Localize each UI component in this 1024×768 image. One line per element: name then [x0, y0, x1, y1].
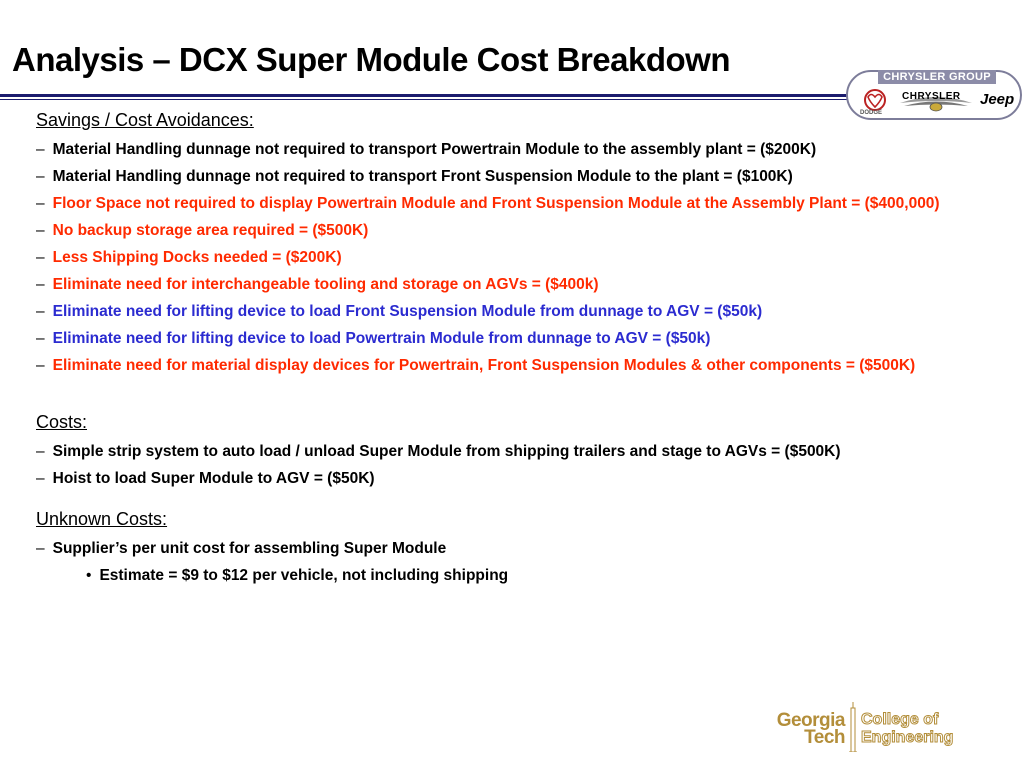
- dash-marker: –: [36, 540, 45, 557]
- title-divider-thin: [0, 99, 850, 100]
- list-item-text: Eliminate need for lifting device to load Front Suspension Module from dunnage to AGV = ($50k): [52, 303, 763, 320]
- dash-marker: –: [36, 141, 45, 158]
- list-item-text: Material Handling dunnage not required to transport Front Suspension Module to the plant = ($100K): [52, 168, 793, 185]
- dash-marker: –: [36, 443, 45, 460]
- savings-list: [36, 139, 1006, 376]
- logo-tech: Tech: [804, 727, 845, 748]
- dash-marker: –: [36, 249, 45, 266]
- jeep-label: Jeep: [980, 91, 1015, 108]
- list-item-text: No backup storage area required = ($500K): [52, 222, 369, 239]
- list-item: [36, 301, 1006, 322]
- list-item-text: Eliminate need for material display devices for Powertrain, Front Suspension Modules & other components = ($500K): [52, 357, 916, 374]
- slide-body: [36, 108, 1006, 592]
- list-item: [36, 328, 1006, 349]
- list-item-text: Eliminate need for lifting device to load Powertrain Module from dunnage to AGV = ($50k): [52, 330, 711, 347]
- bullet-marker: •: [86, 567, 92, 584]
- list-item-text: Simple strip system to auto load / unload Super Module from shipping trailers and stage to AGVs = ($500K): [52, 443, 841, 460]
- list-item: [36, 538, 1006, 559]
- list-item: [36, 220, 1006, 241]
- list-item-text: Hoist to load Super Module to AGV = ($50K): [52, 470, 375, 487]
- costs-heading: Costs:: [36, 412, 88, 432]
- list-item-text: Floor Space not required to display Powertrain Module and Front Suspension Module at the Assembly Plant = ($400,000): [52, 195, 940, 212]
- list-item-text: Eliminate need for interchangeable tooling and storage on AGVs = ($400k): [52, 276, 599, 293]
- unknown-costs-sublist: [36, 565, 1006, 586]
- list-item-text: Estimate = $9 to $12 per vehicle, not including shipping: [99, 567, 509, 584]
- list-item: [36, 247, 1006, 268]
- tower-icon: [848, 702, 858, 752]
- logo-college-of: College of: [861, 711, 939, 728]
- dash-marker: –: [36, 303, 45, 320]
- list-item: [36, 468, 1006, 489]
- dash-marker: –: [36, 470, 45, 487]
- dash-marker: –: [36, 330, 45, 347]
- dash-marker: –: [36, 168, 45, 185]
- savings-heading: Savings / Cost Avoidances:: [36, 110, 254, 130]
- list-item-text: Material Handling dunnage not required to transport Powertrain Module to the assembly plant = ($200K): [52, 141, 817, 158]
- list-item-text: Less Shipping Docks needed = ($200K): [52, 249, 342, 266]
- list-item: [36, 193, 1006, 214]
- chrysler-label: CHRYSLER: [902, 91, 961, 102]
- unknown-costs-list: [36, 538, 1006, 559]
- title-divider: [0, 94, 850, 97]
- dash-marker: –: [36, 195, 45, 212]
- logo-engineering: Engineering: [861, 729, 954, 746]
- dodge-label: DODGE: [860, 110, 883, 116]
- unknown-costs-heading: Unknown Costs:: [36, 509, 168, 529]
- page-title: Analysis – DCX Super Module Cost Breakdown: [12, 41, 730, 78]
- list-item: [36, 441, 1006, 462]
- costs-list: [36, 441, 1006, 489]
- list-item: [86, 565, 1006, 586]
- logo-georgia: Georgia: [776, 710, 845, 731]
- list-item: [36, 166, 1006, 187]
- logo-header: CHRYSLER GROUP: [878, 70, 996, 84]
- georgia-tech-logo: [757, 702, 977, 752]
- list-item-text: Supplier’s per unit cost for assembling Super Module: [52, 540, 447, 557]
- list-item: [36, 355, 1006, 376]
- dash-marker: –: [36, 222, 45, 239]
- list-item: [36, 139, 1006, 160]
- list-item: [36, 274, 1006, 295]
- dash-marker: –: [36, 276, 45, 293]
- dash-marker: –: [36, 357, 45, 374]
